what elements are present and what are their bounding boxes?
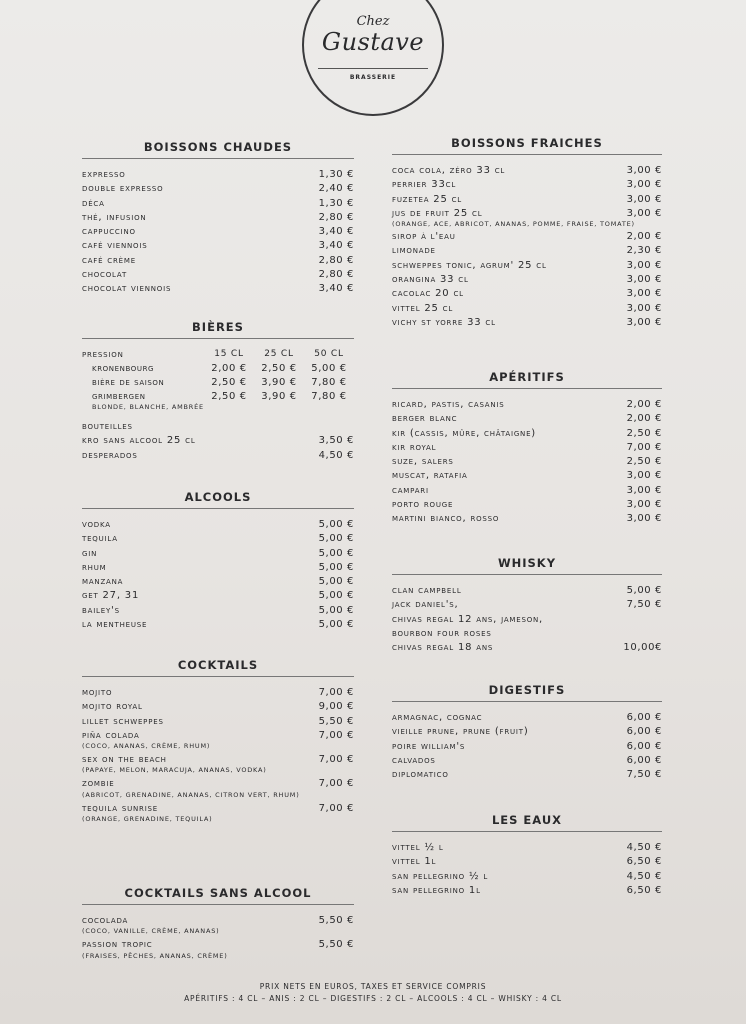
item-price: 3,00 € — [626, 484, 662, 496]
item-price: 2,80 € — [318, 254, 354, 266]
item-price: 2,00 € — [626, 399, 662, 410]
beer-row — [82, 363, 354, 377]
item-price: 3,00 € — [626, 513, 662, 525]
item-price: 2,00 € — [626, 231, 662, 243]
item-name: vieille prune, prune (fruit) — [392, 726, 529, 738]
item-name: cappuccino — [82, 226, 136, 238]
item-name: double expresso — [82, 183, 164, 195]
grimbergen-note: BLONDE, BLANCHE, AMBRÉE — [92, 403, 204, 411]
item-name: vittel 1l — [392, 856, 437, 868]
item-name: zombie — [82, 778, 115, 790]
beer-name: kronenbourg — [92, 363, 155, 374]
menu-item — [82, 562, 354, 576]
item-name: passion tropic — [82, 939, 153, 951]
section-title: COCKTAILS SANS ALCOOL — [82, 886, 354, 905]
item-price: 3,00 € — [626, 207, 662, 219]
item-price: 1,30 € — [318, 169, 354, 180]
menu-item — [392, 317, 662, 331]
logo-name: Gustave — [321, 28, 425, 56]
menu-item — [82, 198, 354, 212]
menu-item — [82, 701, 354, 715]
item-name: perrier 33cl — [392, 179, 457, 191]
item-name: gin — [82, 547, 98, 559]
beer-price: 2,50 € — [261, 363, 297, 374]
item-name: la mentheuse — [82, 619, 148, 631]
item-price: 6,50 € — [626, 884, 662, 896]
menu-item — [82, 605, 354, 619]
menu-item — [82, 226, 354, 240]
item-price: 4,50 € — [626, 842, 662, 853]
item-price: 3,50 € — [318, 435, 354, 447]
menu-item — [392, 871, 662, 885]
item-price: 3,00 € — [626, 165, 662, 176]
item-list — [392, 585, 662, 656]
item-description: (COCO, ANANAS, CRÈME, RHUM) — [82, 742, 211, 751]
section-title: COCKTAILS — [82, 658, 354, 677]
item-name: jack daniel's, — [392, 599, 459, 611]
item-name: kir (cassis, mûre, châtaigne) — [392, 427, 537, 439]
item-price: 7,50 € — [626, 769, 662, 781]
item-name: cacolac 20 cl — [392, 288, 464, 300]
menu-item — [392, 456, 662, 470]
menu-item — [82, 590, 354, 604]
menu-item — [82, 716, 354, 730]
item-price: 2,50 € — [626, 456, 662, 468]
item-price: 3,40 € — [318, 283, 354, 295]
section-title: BIÈRES — [82, 320, 354, 339]
item-price: 5,50 € — [318, 915, 354, 926]
item-name: san pellegrino ½ l — [392, 870, 489, 882]
menu-item — [392, 499, 662, 513]
item-price: 2,00 € — [626, 413, 662, 425]
beer-price: 2,50 € — [211, 391, 247, 402]
logo-subtitle: BRASSERIE — [349, 74, 397, 81]
item-price: 6,50 € — [626, 856, 662, 868]
item-price: 3,00 € — [626, 499, 662, 511]
item-price: 2,80 € — [318, 211, 354, 223]
item-name: kro sans alcool 25 cl — [82, 435, 196, 447]
menu-item — [392, 260, 662, 274]
beer-price: 5,00 € — [311, 363, 347, 374]
section-title: ALCOOLS — [82, 490, 354, 509]
menu-item — [392, 274, 662, 288]
item-price: 6,00 € — [626, 726, 662, 738]
menu-item — [392, 885, 662, 899]
item-name: manzana — [82, 576, 124, 588]
item-name: limonade — [392, 245, 436, 257]
item-name: get 27, 31 — [82, 590, 140, 602]
menu-item — [392, 513, 662, 527]
menu-item — [392, 245, 662, 259]
item-price: 2,40 € — [318, 183, 354, 195]
item-name: déca — [82, 197, 105, 209]
item-name: bailey's — [82, 604, 120, 616]
item-price: 3,00 € — [626, 179, 662, 191]
item-price: 3,00 € — [626, 288, 662, 300]
item-name: sex on the beach — [82, 754, 167, 766]
section-cocktails-sans-alcool — [82, 886, 354, 963]
item-name: ricard, pastis, casanis — [392, 399, 505, 410]
section-title: BOISSONS FRAICHES — [392, 136, 662, 155]
menu-item — [392, 165, 662, 179]
section-cocktails — [82, 658, 354, 826]
item-name: coca cola, zéro 33 cl — [392, 165, 506, 176]
item-name: schweppes tonic, agrum' 25 cl — [392, 259, 547, 271]
item-name: poire william's — [392, 740, 466, 752]
menu-item — [392, 399, 662, 413]
section-title: DIGESTIFS — [392, 683, 662, 702]
menu-item — [82, 687, 354, 701]
item-name: san pellegrino 1l — [392, 884, 481, 896]
footer-note: PRIX NETS EN EUROS, TAXES ET SERVICE COMPRIS — [259, 982, 487, 991]
item-price: 4,50 € — [626, 870, 662, 882]
bouteilles-label: bouteilles — [82, 421, 133, 432]
beer-row — [82, 377, 354, 391]
menu-item — [392, 856, 662, 870]
beer-table — [82, 349, 354, 464]
menu-item — [392, 628, 662, 642]
item-name: vichy st yorre 33 cl — [392, 316, 496, 328]
section-whisky — [392, 556, 662, 656]
beer-price: 2,50 € — [211, 377, 247, 388]
item-name: cocolada — [82, 915, 129, 926]
item-list — [82, 169, 354, 298]
item-price: 10,00€ — [623, 642, 662, 654]
item-price: 5,00 € — [626, 585, 662, 596]
item-price: 4,50 € — [318, 449, 354, 461]
item-price: 2,80 € — [318, 269, 354, 281]
item-price: 5,00 € — [318, 533, 354, 545]
menu-item — [82, 169, 354, 183]
item-price: 5,50 € — [318, 715, 354, 727]
item-name: mojito royal — [82, 701, 143, 713]
item-description: (FRAISES, PÊCHES, ANANAS, CRÈME) — [82, 951, 228, 960]
item-name: café crème — [82, 254, 136, 266]
beer-price: 2,00 € — [211, 363, 247, 374]
item-name: clan campbell — [392, 585, 462, 596]
item-name: expresso — [82, 169, 126, 180]
section-title: APÉRITIFS — [392, 370, 662, 389]
item-name: chivas regal 18 ans — [392, 642, 494, 654]
section-les-eaux — [392, 813, 662, 899]
item-description: (ABRICOT, GRENADINE, ANANAS, CITRON VERT, RHUM) — [82, 790, 300, 799]
menu-item — [392, 428, 662, 442]
item-list — [82, 435, 354, 464]
beer-name: bière de saison — [92, 377, 165, 388]
item-price: 7,00 € — [626, 441, 662, 453]
item-name: fuzetea 25 cl — [392, 193, 463, 205]
beer-price: 7,80 € — [311, 391, 347, 402]
menu-item — [392, 179, 662, 193]
section-title: LES EAUX — [392, 813, 662, 832]
item-price: 5,00 € — [318, 519, 354, 530]
item-list — [392, 842, 662, 899]
beer-header-row — [82, 349, 354, 363]
item-name: martini bianco, rosso — [392, 513, 500, 525]
item-name: suze, salers — [392, 456, 454, 468]
item-name: jus de fruit 25 cl — [392, 207, 483, 219]
item-name: thé, infusion — [82, 211, 147, 223]
item-price: 5,00 € — [318, 619, 354, 631]
item-price: 5,50 € — [318, 939, 354, 951]
menu-item — [82, 533, 354, 547]
item-name: bourbon four roses — [392, 627, 492, 639]
item-price: 7,00 € — [318, 778, 354, 790]
beer-price: 3,90 € — [261, 377, 297, 388]
item-price: 7,00 € — [318, 687, 354, 698]
item-list — [392, 712, 662, 783]
item-list — [392, 165, 662, 331]
section-digestifs — [392, 683, 662, 783]
menu-item — [392, 726, 662, 740]
item-price: 3,00 € — [626, 316, 662, 328]
item-name: berger blanc — [392, 413, 458, 425]
menu-item — [392, 585, 662, 599]
menu-item — [392, 303, 662, 317]
menu-item — [392, 614, 662, 628]
menu-item — [392, 288, 662, 302]
section-boissons-fraiches — [392, 136, 662, 331]
item-name: café viennois — [82, 240, 148, 252]
menu-item — [82, 183, 354, 197]
item-price: 9,00 € — [318, 701, 354, 713]
item-name: piña colada — [82, 729, 140, 741]
item-price: 3,00 € — [626, 470, 662, 482]
menu-item — [392, 485, 662, 499]
item-price: 3,40 € — [318, 226, 354, 238]
menu-item — [392, 413, 662, 427]
item-price: 1,30 € — [318, 197, 354, 209]
item-name: diplomatico — [392, 769, 449, 781]
section-aperitifs — [392, 370, 662, 528]
section-alcools — [82, 490, 354, 633]
item-price: 7,00 € — [318, 729, 354, 741]
menu-item — [82, 450, 354, 464]
item-name: muscat, ratafia — [392, 470, 468, 482]
item-description: (COCO, VANILLE, CRÈME, ANANAS) — [82, 927, 220, 936]
item-price: 7,50 € — [626, 599, 662, 611]
item-name: orangina 33 cl — [392, 274, 469, 286]
item-name: mojito — [82, 687, 113, 698]
brand-logo — [302, 0, 444, 116]
item-description: (ORANGE, GRENADINE, TEQUILA) — [82, 815, 213, 824]
item-price: 2,50 € — [626, 427, 662, 439]
section-title: WHISKY — [392, 556, 662, 575]
menu-item — [82, 255, 354, 269]
beer-price: 7,80 € — [311, 377, 347, 388]
item-price: 5,00 € — [318, 576, 354, 588]
item-price: 3,00 € — [626, 259, 662, 271]
item-name: desperados — [82, 449, 138, 461]
item-list — [82, 519, 354, 633]
item-name: rhum — [82, 561, 107, 573]
item-price: 5,00 € — [318, 604, 354, 616]
menu-item — [392, 741, 662, 755]
section-boissons-chaudes — [82, 140, 354, 298]
item-name: lillet schweppes — [82, 715, 164, 727]
size-header: 50 CL — [314, 349, 344, 359]
item-price: 2,30 € — [626, 245, 662, 257]
size-header: 15 CL — [214, 349, 244, 359]
item-description: (PAPAYE, MELON, MARACUJA, ANANAS, VODKA) — [82, 766, 267, 775]
logo-divider — [318, 68, 428, 69]
menu-item — [392, 599, 662, 613]
menu-item — [82, 519, 354, 533]
item-price: 6,00 € — [626, 712, 662, 723]
logo-chez: Chez — [356, 14, 390, 29]
item-price: 7,00 € — [318, 754, 354, 766]
item-name: tequila — [82, 533, 118, 545]
menu-item — [392, 642, 662, 656]
item-name: vodka — [82, 519, 111, 530]
item-price: 3,40 € — [318, 240, 354, 252]
menu-item — [392, 470, 662, 484]
menu-item — [82, 619, 354, 633]
item-price: 5,00 € — [318, 547, 354, 559]
item-name: calvados — [392, 754, 436, 766]
item-name: armagnac, cognac — [392, 712, 483, 723]
section-bieres — [82, 320, 354, 464]
item-name: vittel 25 cl — [392, 302, 454, 314]
item-list — [82, 687, 354, 823]
item-price: 5,00 € — [318, 590, 354, 602]
section-title: BOISSONS CHAUDES — [82, 140, 354, 159]
menu-item — [82, 283, 354, 297]
menu-item — [392, 842, 662, 856]
size-header: 25 CL — [264, 349, 294, 359]
item-price: 6,00 € — [626, 754, 662, 766]
footer-measures: APÉRITIFS : 4 CL – ANIS : 2 CL – DIGESTIFS : 2 CL – ALCOOLS : 4 CL – WHISKY : 4 CL — [184, 994, 562, 1003]
item-name: porto rouge — [392, 499, 454, 511]
menu-item — [392, 769, 662, 783]
menu-item — [392, 755, 662, 769]
menu-item — [82, 240, 354, 254]
item-list — [392, 399, 662, 528]
item-price: 3,00 € — [626, 302, 662, 314]
pression-label: pression — [82, 349, 124, 360]
item-name: kir royal — [392, 441, 437, 453]
item-price: 5,00 € — [318, 561, 354, 573]
item-list — [82, 915, 354, 960]
menu-item — [392, 442, 662, 456]
menu-item — [82, 576, 354, 590]
item-price: 3,00 € — [626, 193, 662, 205]
menu-item — [82, 212, 354, 226]
menu-item — [392, 231, 662, 245]
menu-item — [392, 712, 662, 726]
menu-item — [82, 269, 354, 283]
item-price: 7,00 € — [318, 802, 354, 814]
item-name: sirop à l'eau — [392, 231, 456, 243]
menu-item — [392, 194, 662, 208]
item-price: 3,00 € — [626, 274, 662, 286]
item-name: vittel ½ l — [392, 842, 444, 853]
item-name: chivas regal 12 ans, jameson, — [392, 613, 544, 625]
item-name: chocolat — [82, 269, 128, 281]
item-name: tequila sunrise — [82, 802, 159, 814]
item-name: chocolat viennois — [82, 283, 172, 295]
beer-name: grimbergen — [92, 391, 146, 402]
item-name: campari — [392, 484, 429, 496]
menu-item — [82, 548, 354, 562]
beer-price: 3,90 € — [261, 391, 297, 402]
item-description: (ORANGE, ACE, ABRICOT, ANANAS, POMME, FRAISE, TOMATE) — [392, 220, 635, 229]
menu-item — [82, 435, 354, 449]
item-price: 6,00 € — [626, 740, 662, 752]
